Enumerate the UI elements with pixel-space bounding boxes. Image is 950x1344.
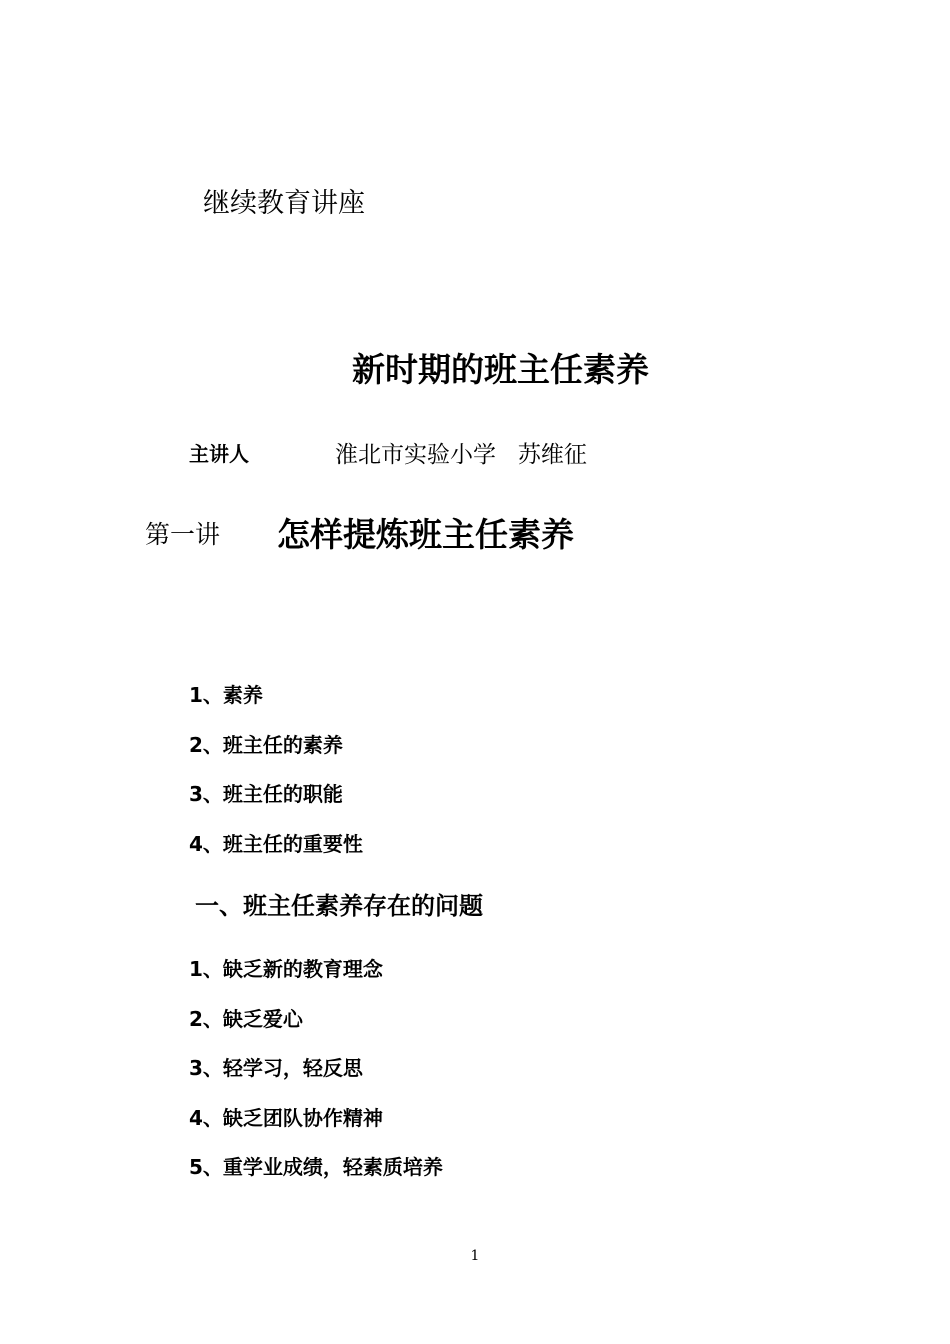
intro-list-item: 2、班主任的素养: [189, 733, 343, 757]
problem-list-item: 5、重学业成绩，轻素质培养: [189, 1155, 443, 1179]
page-number: 1: [470, 1248, 480, 1264]
speaker-value: 淮北市实验小学 苏维征: [335, 442, 587, 468]
intro-list-item: 3、班主任的职能: [189, 782, 343, 806]
speaker-label: 主讲人: [189, 442, 249, 466]
problem-list-item: 1、缺乏新的教育理念: [189, 957, 383, 981]
section-heading: 一、班主任素养存在的问题: [195, 892, 483, 920]
intro-list-item: 1、素养: [189, 683, 263, 707]
intro-list-item: 4、班主任的重要性: [189, 832, 363, 856]
lecture-title: 怎样提炼班主任素养: [277, 515, 574, 554]
lecture-number: 第一讲: [145, 520, 221, 549]
problem-list-item: 4、缺乏团队协作精神: [189, 1106, 383, 1130]
problem-list-item: 2、缺乏爱心: [189, 1007, 303, 1031]
document-title: 新时期的班主任素养: [352, 350, 649, 389]
course-title: 继续教育讲座: [203, 188, 365, 219]
problem-list-item: 3、轻学习，轻反思: [189, 1056, 363, 1080]
